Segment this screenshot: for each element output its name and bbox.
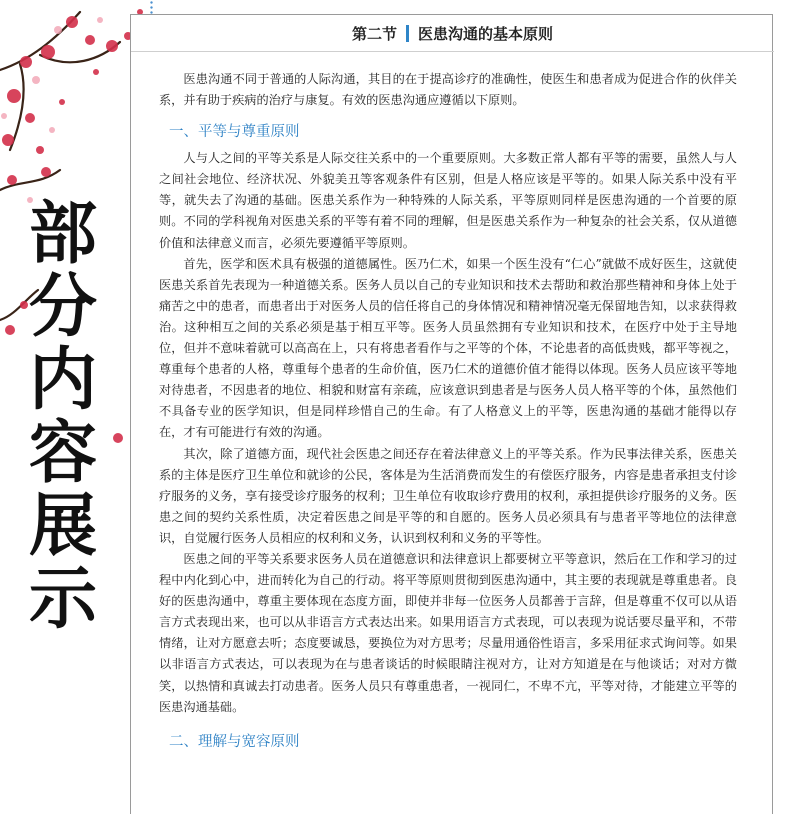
side-title-char: 展 [28,487,97,566]
side-title [18,195,108,639]
side-title-char: 示 [28,560,97,639]
section-title: 医患沟通的基本原则 [418,24,554,43]
header-divider [406,25,409,42]
side-title-char: 部 [28,195,97,274]
paragraph: 人与人之间的平等关系是人际交往关系中的一个重要原则。大多数正常人都有平等的需要，虽然人与人之间社会地位、经济状况、外貌美丑等客观条件有区别，但是人格应该是平等的。如果人际关系中没有平等，就失去了沟通的基础。医患关系作为一种特殊的人际关系，平等原则同样是医患沟通的一个首要的原则。不同的学科视角对医患关系的平等有着不同的理解，但是医患关系作为一种复杂的社会关系，仅从道德价值和法律意义而言，必须先要遵循平等原则。 [159,151,737,250]
section-number: 第二节 [351,24,397,43]
heading-equality-respect: 一、平等与尊重原则 [169,124,300,141]
book-page [130,14,773,814]
page-body [159,69,737,758]
intro-paragraph: 医患沟通不同于普通的人际沟通，其目的在于提高诊疗的准确性，使医生和患者成为促进合作的伙伴关系，并有助于疾病的治疗与康复。有效的医患沟通应遵循以下原则。 [159,72,737,108]
side-title-char: 分 [28,268,97,347]
paragraph: 医患之间的平等关系要求医务人员在道德意识和法律意识上都要树立平等意识，然后在工作和学习的过程中内化到心中，进而转化为自己的行动。将平等原则贯彻到医患沟通中，其主要的表现就是尊重患者。良好的医患沟通中，尊重主要体现在态度方面，即使并非每一位医务人员都善于言辞，但是尊重不仅可以从语言方式表现出来，也可以从非语言方式表达出来。如果用语言方式表现，可以表现为说话要尽量平和，不带情绪，让对方愿意去听；态度要诚恳，要换位为对方思考；尽量用通俗性语言，多采用征求式询问等。如果以非语言方式表达，可以表现为在与患者谈话的时候眼睛注视对方，让对方知道是在与他谈话；对对方微笑，以热情和真诚去打动患者。医务人员只有尊重患者，一视同仁，不卑不亢，平等对待，才能建立平等的医患沟通基础。 [159,551,737,714]
side-title-char: 内 [28,341,97,420]
paragraph: 其次，除了道德方面，现代社会医患之间还存在着法律意义上的平等关系。作为民事法律关系，医患关系的主体是医疗卫生单位和就诊的公民，客体是为生活消费而发生的有偿医疗服务，内容是患者承担支付诊疗服务的义务，享有接受诊疗服务的权利；卫生单位有收取诊疗费用的权利，承担提供诊疗服务的义务。医患之间的契约关系性质，决定着医患之间是平等的和自愿的。医务人员必须具有与患者平等地位的法律意识，自觉履行医务人员相应的权利和义务，认识到权利和义务的平等性。 [159,446,737,545]
section-header [131,15,774,52]
heading-understanding-tolerance: 二、理解与宽容原则 [169,733,300,750]
side-title-char: 容 [28,414,97,493]
paragraph: 首先，医学和医术具有极强的道德属性。医乃仁术，如果一个医生没有“仁心”就做不成好医生，这就使医患关系首先表现为一种道德关系。医务人员以自己的专业知识和技术去帮助和救治那些精神和身体上处于痛苦之中的患者，而患者出于对医务人员的信任将自己的身体情况和精神情况毫无保留地告知，以求获得救治。这种相互之间的关系必须是基于相互平等。医务人员虽然拥有专业知识和技术，在医疗中处于主导地位，但并不意味着就可以高高在上，只有将患者看作与之平等的个体，不论患者的高低贵贱，都平等视之，尊重每个患者的人格，尊重每个患者的生命价值，医乃仁术的道德价值才能得以体现。医务人员应该平等地对待患者，不因患者的地位、相貌和财富有亲疏，应该意识到患者是与医务人员人格平等的个体，虽然他们不具备专业的医学知识，但是同样珍惜自己的生命。有了人格意义上的平等，医患沟通的基础才能得以存在，才有可能进行有效的沟通。 [159,256,737,440]
